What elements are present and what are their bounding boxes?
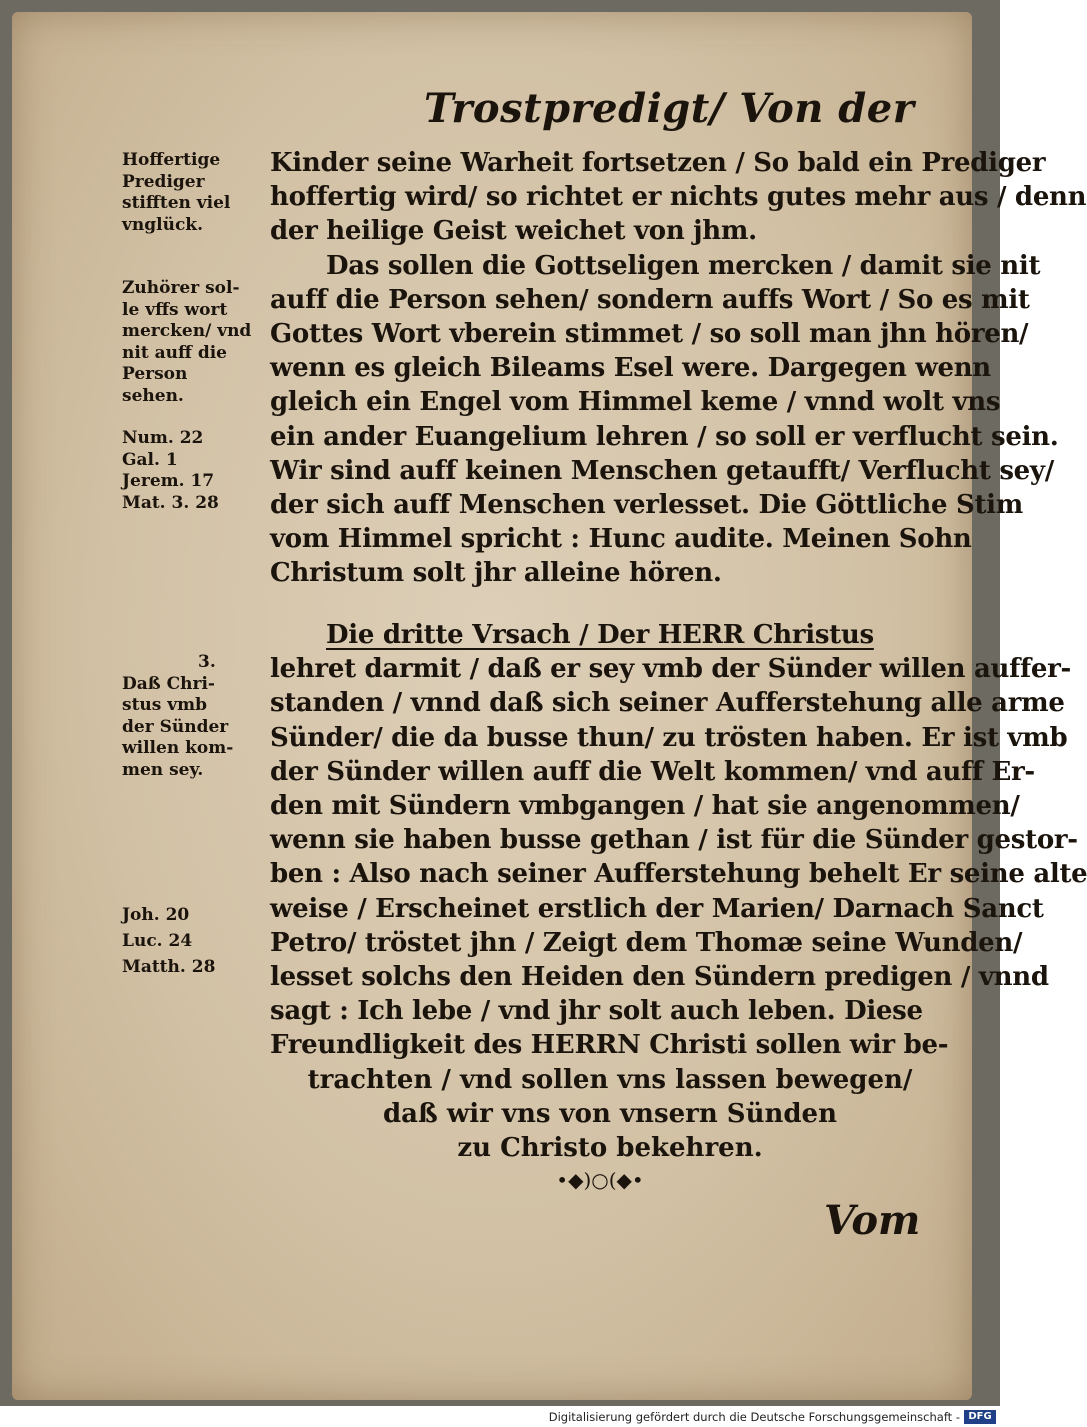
text-line: der Sünder willen auff die Welt kommen/ vnd auff Er- [270, 756, 1035, 787]
digitization-credit: Digitalisierung gefördert durch die Deutsche Forschungsgemeinschaft - [548, 1410, 960, 1424]
margin-line: der Sünder [122, 716, 229, 737]
text-line: gleich ein Engel vom Himmel keme / vnnd wolt vns [270, 387, 1001, 418]
footer-bar [0, 1408, 1000, 1427]
text-line: weise / Erscheinet erstlich der Marien/ Darnach Sanct [270, 893, 1044, 924]
margin-line: le vffs wort [122, 299, 228, 320]
margin-references-1 [122, 428, 272, 514]
margin-line: 3. [198, 652, 216, 672]
text-line: wenn es gleich Bileams Esel were. Dargegen wenn [270, 353, 991, 384]
margin-reference: Jerem. 17 [122, 471, 215, 491]
body-text-block-1 [270, 146, 1087, 590]
margin-line: stifften viel [122, 193, 231, 213]
text-line: standen / vnnd daß sich seiner Aufferstehung alle arme [270, 688, 1065, 719]
margin-reference: Gal. 1 [122, 449, 178, 470]
closing-line: trachten / vnd sollen vns lassen bewegen/ [307, 1065, 913, 1095]
text-line: den mit Sündern vmbgangen / hat sie angenommen/ [270, 790, 1020, 821]
margin-line: nit auff die [122, 342, 227, 363]
text-line: ben : Also nach seiner Aufferstehung behelt Er seine alte [270, 859, 1087, 890]
body-text-block-2 [270, 618, 1087, 1062]
margin-reference: Matth. 28 [122, 957, 216, 977]
margin-reference: Luc. 24 [122, 931, 193, 951]
margin-line: willen kom- [122, 738, 234, 758]
text-line: Wir sind auff keinen Menschen getaufft/ Verflucht sey/ [270, 455, 1054, 486]
text-line: sagt : Ich lebe / vnd jhr solt auch leben. Diese [270, 996, 923, 1027]
text-line: Sünder/ die da busse thun/ zu trösten haben. Er ist vmb [270, 722, 1068, 753]
text-line: Das sollen die Gottseligen mercken / damit sie nit [326, 250, 1041, 281]
text-line: Kinder seine Warheit fortsetzen / So bald ein Prediger [270, 148, 1046, 178]
margin-line: Hoffertige [122, 150, 221, 170]
closing-lines [270, 1063, 950, 1166]
margin-line: Daß Chri- [122, 673, 215, 694]
margin-reference: Joh. 20 [122, 905, 190, 925]
ornament-divider: •◆)○(◆• [556, 1168, 644, 1192]
text-line: lehret darmit / daß er sey vmb der Sünder willen auffer- [270, 654, 1072, 685]
catchword: Vom [824, 1197, 921, 1244]
margin-reference: Num. 22 [122, 428, 204, 448]
section-heading: Die dritte Vrsach / Der HERR Christus [326, 620, 874, 650]
text-line: Freundligkeit des HERRN Christi sollen wir be- [270, 1030, 949, 1061]
text-line: hoffertig wird/ so richtet er nichts gutes mehr aus / denn [270, 182, 1087, 213]
text-line: lesset solchs den Heiden den Sündern predigen / vnnd [270, 961, 1049, 992]
text-line: wenn sie haben busse gethan / ist für die Sünder gestor- [270, 825, 1078, 856]
closing-line: zu Christo bekehren. [457, 1133, 763, 1164]
margin-line: sehen. [122, 385, 184, 406]
margin-line: men sey. [122, 759, 204, 780]
text-line: der heilige Geist weichet von jhm. [270, 216, 757, 247]
text-line: vom Himmel spricht : Hunc audite. Meinen Sohn [270, 524, 972, 555]
margin-line: mercken/ vnd [122, 321, 252, 341]
text-line: auff die Person sehen/ sondern auffs Wort / So es mit [270, 284, 1030, 315]
margin-line: Prediger [122, 171, 205, 192]
text-line: der sich auff Menschen verlesset. Die Göttliche Stim [270, 489, 1023, 520]
text-line: Christum solt jhr alleine hören. [270, 558, 722, 589]
dfg-logo-icon: DFG [964, 1410, 996, 1424]
text-line: ein ander Euangelium lehren / so soll er verflucht sein. [270, 421, 1059, 452]
margin-note-prediger [122, 150, 272, 236]
text-line: Gottes Wort vberein stimmet / so soll man jhn hören/ [270, 318, 1029, 349]
margin-references-2 [122, 902, 272, 980]
closing-line: daß wir vns von vnsern Sünden [383, 1099, 837, 1130]
margin-reference: Mat. 3. 28 [122, 492, 219, 513]
text-line: Petro/ tröstet jhn / Zeigt dem Thomæ seine Wunden/ [270, 927, 1023, 958]
margin-line: vnglück. [122, 214, 203, 235]
margin-note-dritte-vrsach [122, 652, 272, 781]
margin-line: stus vmb [122, 695, 208, 715]
running-header: Trostpredigt/ Von der [424, 85, 915, 132]
margin-line: Zuhörer sol- [122, 278, 240, 298]
margin-note-zuhoerer [122, 278, 272, 407]
margin-line: Person [122, 364, 188, 384]
